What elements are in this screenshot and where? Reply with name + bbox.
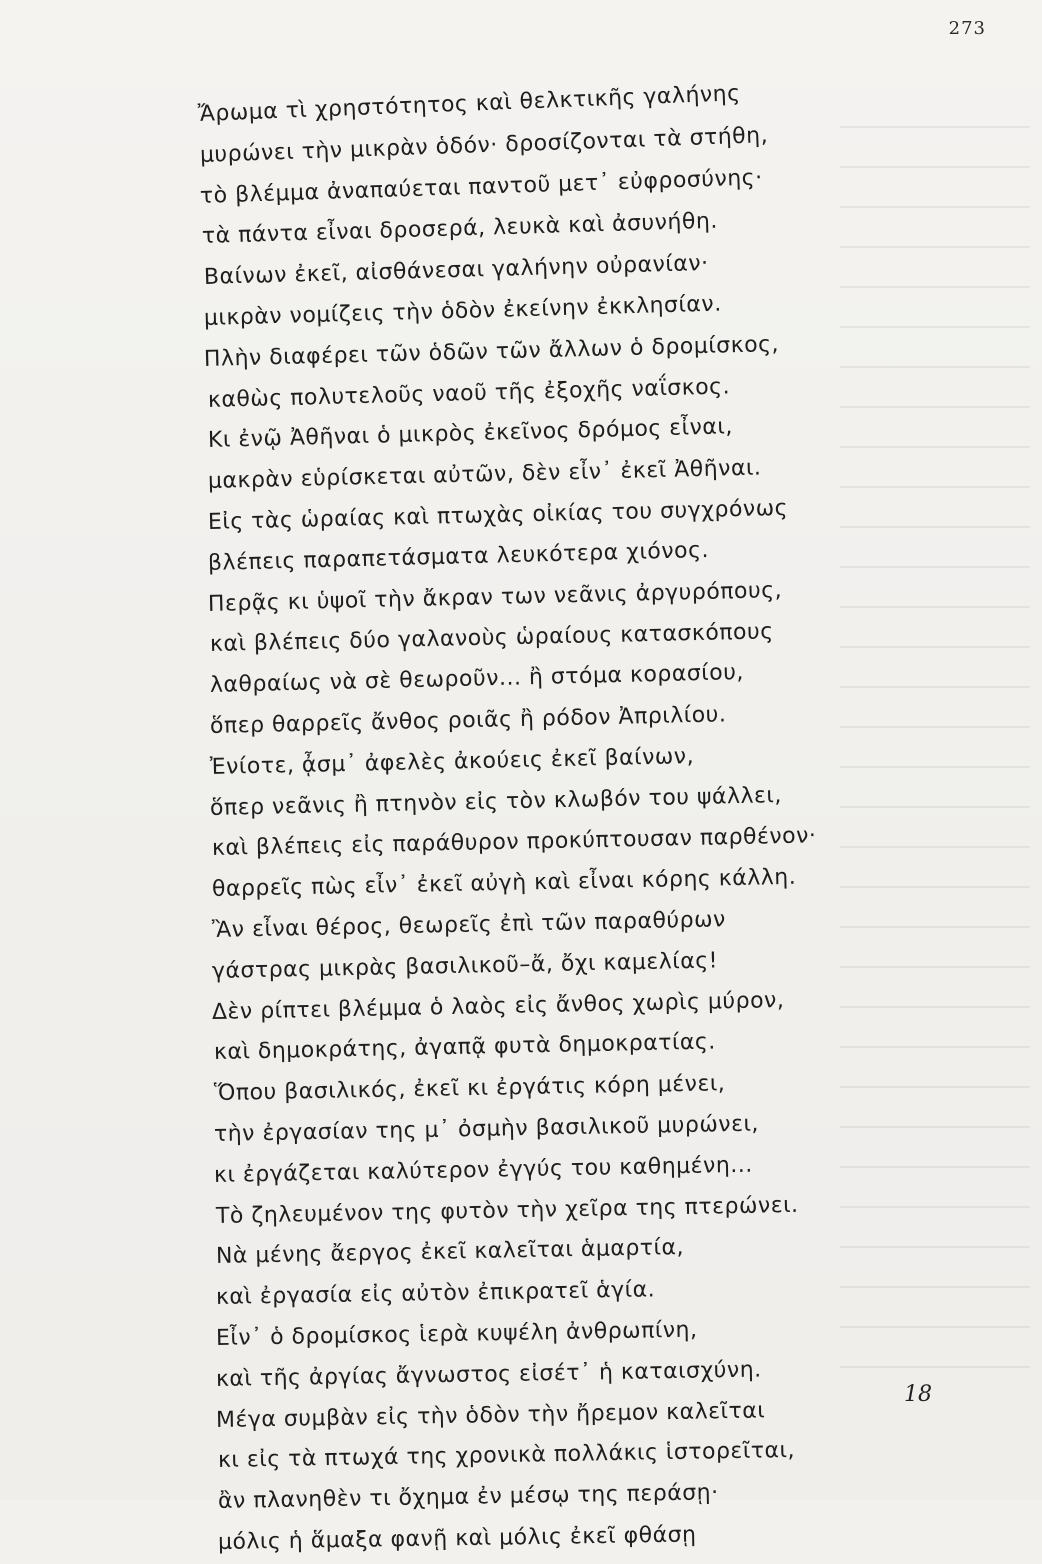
poem-line: τὴν ἐργασίαν της μ᾽ ὀσμὴν βασιλικοῦ μυρώνει,	[213, 1111, 760, 1147]
poem-line: Βαίνων ἐκεῖ, αἰσθάνεσαι γαλήνην οὐρανίαν·	[203, 251, 709, 291]
poem-line: καὶ βλέπεις εἰς παράθυρον προκύπτουσαν παρθένον·	[211, 823, 817, 862]
poem-line: τὸ βλέμμα ἀναπαύεται παντοῦ μετ᾽ εὐφροσύνης·	[199, 164, 764, 209]
page-number: 273	[948, 18, 986, 39]
poem-line: Τὸ ζηλευμένον της φυτὸν τὴν χεῖρα της πτερώνει.	[215, 1192, 799, 1229]
poem-line: ἂν πλανηθὲν τι ὄχημα ἐν μέσῳ της περάσῃ·	[217, 1480, 719, 1515]
poem-line: Κι ἐνῷ Ἀθῆναι ὁ μικρὸς ἐκεῖνος δρόμος εἶναι,	[207, 414, 734, 454]
poem-line: μόλις ἡ ἅμαξα φανῇ καὶ μόλις ἐκεῖ φθάσῃ	[217, 1522, 697, 1555]
poem-line: γάστρας μικρὰς βασιλικοῦ–ἄ, ὄχι καμελίας!	[211, 948, 719, 984]
poem-line: Νὰ μένης ἄεργος ἐκεῖ καλεῖται ἁμαρτία,	[215, 1235, 685, 1270]
poem-line: καὶ βλέπεις δύο γαλανοὺς ὡραίους κατασκόπους	[209, 619, 774, 658]
poem-line: Ἄρωμα τὶ χρηστότητος καὶ θελκτικῆς γαλήνης	[197, 81, 741, 127]
poem-line: καθὼς πολυτελοῦς ναοῦ τῆς ἐξοχῆς ναΐσκος.	[207, 373, 731, 413]
poem-line: κι ἐργάζεται καλύτερον ἐγγύς του καθημένη...	[213, 1152, 753, 1188]
poem-line: Δὲν ρίπτει βλέμμα ὁ λαὸς εἰς ἄνθος χωρὶς μύρον,	[211, 987, 785, 1025]
poem-line: κι εἰς τὰ πτωχά της χρονικὰ πολλάκις ἱστορεῖται,	[217, 1438, 796, 1474]
poem-line: Εἶν᾽ ὁ δρομίσκος ἱερὰ κυψέλη ἀνθρωπίνη,	[215, 1317, 698, 1351]
poem-line: Ἂν εἶναι θέρος, θεωρεῖς ἐπὶ τῶν παραθύρων	[211, 907, 727, 943]
poem-line: Μέγα συμβὰν εἰς τὴν ὁδὸν τὴν ἤρεμον καλεῖται	[215, 1397, 766, 1433]
poem-line: μικρὰν νομίζεις τὴν ὁδὸν ἐκείνην ἐκκλησίαν.	[203, 291, 722, 331]
poem-line: Περᾷς κι ὑψοῖ τὴν ἄκραν των νεᾶνις ἀργυρόπους,	[207, 577, 783, 617]
poem-line: Εἰς τὰς ὡραίας καὶ πτωχὰς οἰκίας του συγχρόνως	[207, 495, 789, 535]
poem-line: λαθραίως νὰ σὲ θεωροῦν... ἢ στόμα κορασίου,	[209, 660, 745, 699]
poem-line: Ἐνίοτε, ᾆσμ᾽ ἀφελὲς ἀκούεις ἐκεῖ βαίνων,	[209, 743, 695, 780]
poem-line: ὅπερ νεᾶνις ἢ πτηνὸν εἰς τὸν κλωβόν του ψάλλει,	[209, 782, 783, 821]
corner-edge-mark	[1006, 12, 1034, 50]
poem-line: μακρὰν εὑρίσκεται αὐτῶν, δὲν εἶν᾽ ἐκεῖ Ἀθῆναι.	[207, 455, 762, 495]
poem-line: Πλὴν διαφέρει τῶν ὁδῶν τῶν ἄλλων ὁ δρομίσκος,	[203, 331, 780, 372]
poem-line: Ὅπου βασιλικός, ἐκεῖ κι ἐργάτις κόρη μένει,	[213, 1071, 726, 1107]
poem-line: ὅπερ θαρρεῖς ἄνθος ροιᾶς ἢ ρόδον Ἀπριλίου.	[209, 702, 727, 739]
poem-line: καὶ ἐργασία εἰς αὐτὸν ἐπικρατεῖ ἁγία.	[215, 1277, 656, 1311]
poem-line: τὰ πάντα εἶναι δροσερά, λευκὰ καὶ ἀσυνήθη.	[201, 209, 719, 250]
poem-line: καὶ τῆς ἀργίας ἄγνωστος εἰσέτ᾽ ἡ καταισχύνη.	[215, 1357, 762, 1392]
poem-line: μυρώνει τὴν μικρὰν ὁδόν· δροσίζονται τὰ στήθη,	[199, 122, 769, 168]
poem-line: καὶ δημοκράτης, ἀγαπᾷ φυτὰ δημοκρατίας.	[213, 1029, 717, 1066]
poem-text	[197, 81, 878, 1564]
signature-number: 18	[904, 1382, 932, 1407]
poem-line: βλέπεις παραπετάσματα λευκότερα χιόνος.	[207, 537, 710, 576]
poem-line: θαρρεῖς πὼς εἶν᾽ ἐκεῖ αὐγὴ καὶ εἶναι κόρης κάλλη.	[211, 864, 797, 903]
